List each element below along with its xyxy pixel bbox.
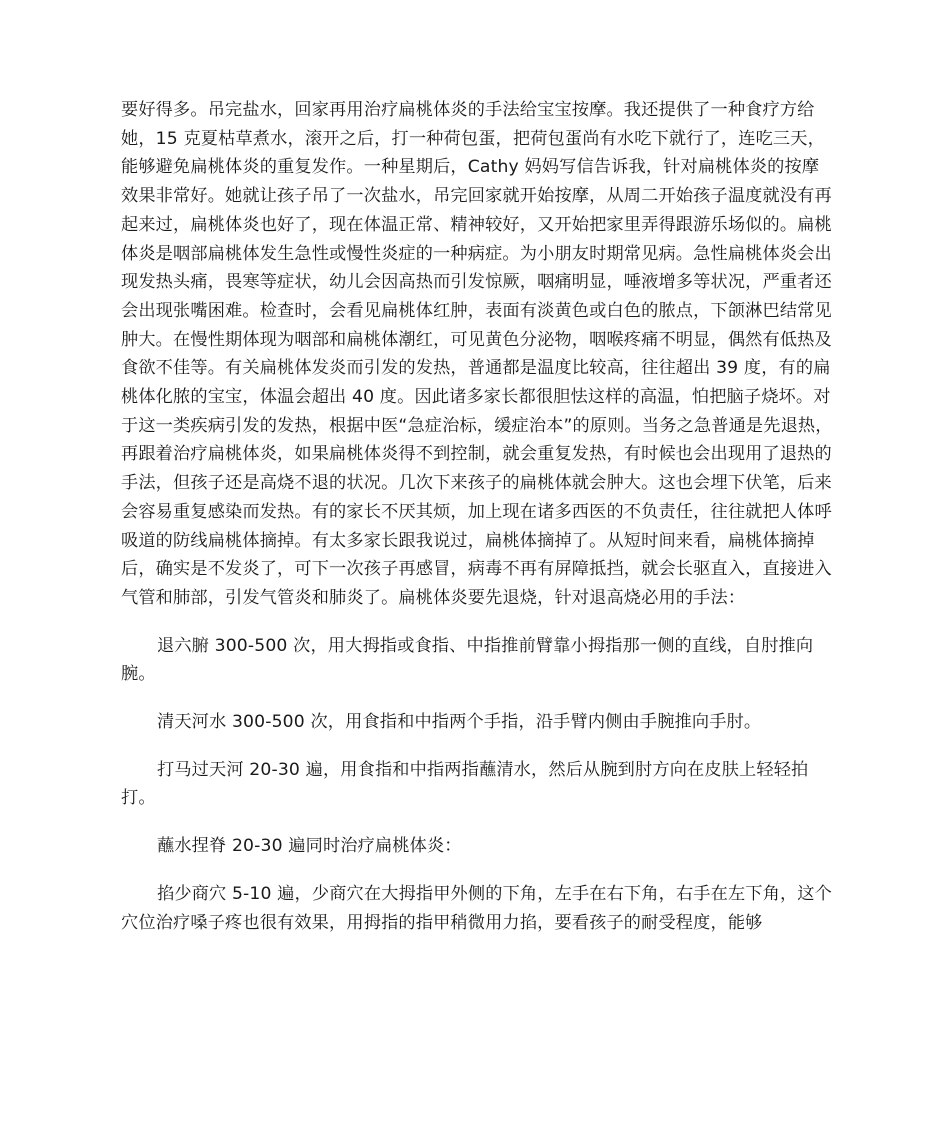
body-paragraph: 蘸水捏脊 20-30 遍同时治疗扁桃体炎：: [157, 836, 462, 857]
paragraph-gap: [121, 861, 833, 880]
body-paragraph: 掐少商穴 5-10 遍，少商穴在大拇指甲外侧的下角，左手在右下角，右手在左下角，这个穴位治疗嗓子疼也很有效果，用拇指的指甲稍微用力掐，要看孩子的耐受程度，能够: [121, 883, 832, 933]
body-paragraph: 退六腑 300-500 次，用大拇指或食指、中指推前臂靠小拇指那一侧的直线，自肘推向腕。: [121, 635, 814, 685]
document-body: [121, 96, 833, 937]
body-paragraph: 清天河水 300-500 次，用食指和中指两个手指，沿手臂内侧由手腕推向手肘。: [157, 712, 762, 733]
paragraph-gap: [121, 813, 833, 832]
body-paragraph: 要好得多。吊完盐水，回家再用治疗扁桃体炎的手法给宝宝按摩。我还提供了一种食疗方给她，15 克夏枯草煮水，滚开之后，打一种荷包蛋，把荷包蛋尚有水吃下就行了，连吃三天，能够避免扁桃体炎的重复发作。一种星期后，Cathy 妈妈写信告诉我，针对扁桃体炎的按摩效果非常好。她就让孩子吊了一次盐水，吊完回家就开始按摩，从周二开始孩子温度就没有再起来过，扁桃体炎也好了，现在体温正常、精神较好，又开始把家里弄得跟游乐场似的。扁桃体炎是咽部扁桃体发生急性或慢性炎症的一种病症。为小朋友时期常见病。急性扁桃体炎会出现发热头痛，畏寒等症状，幼儿会因高热而引发惊厥，咽痛明显，唾液增多等状况，严重者还会出现张嘴困难。检查时，会看见扁桃体红肿，表面有淡黄色或白色的脓点，下颌淋巴结常见肿大。在慢性期体现为咽部和扁桃体潮红，可见黄色分泌物，咽喉疼痛不明显，偶然有低热及食欲不佳等。有关扁桃体发炎而引发的发热，普通都是温度比较高，往往超出 39 度，有的扁桃体化脓的宝宝，体温会超出 40 度。因此诸多家长都很胆怯这样的高温，怕把脑子烧坏。对于这一类疾病引发的发热，根据中医“急症治标，缓症治本”的原则。当务之急普通是先退热，再跟着治疗扁桃体炎，如果扁桃体炎得不到控制，就会重复发热，有时候也会出现用了退热的手法，但孩子还是高烧不退的状况。几次下来孩子的扁桃体就会肿大。这也会埋下伏笔，后来会容易重复感染而发热。有的家长不厌其烦，加上现在诸多西医的不负责任，往往就把人体呼吸道的防线扁桃体摘掉。有太多家长跟我说过，扁桃体摘掉了。从短时间来看，扁桃体摘掉后，确实是不发炎了，可下一次孩子再感冒，病毒不再有屏障抵挡，就会长驱直入，直接进入气管和肺部，引发气管炎和肺炎了。扁桃体炎要先退烧，针对退高烧必用的手法：: [121, 100, 833, 608]
paragraph-gap: [121, 613, 833, 632]
paragraph-gap: [121, 737, 833, 756]
paragraph-gap: [121, 689, 833, 708]
body-paragraph: 打马过天河 20-30 遍，用食指和中指两指蘸清水，然后从腕到肘方向在皮肤上轻轻拍打。: [121, 759, 809, 809]
